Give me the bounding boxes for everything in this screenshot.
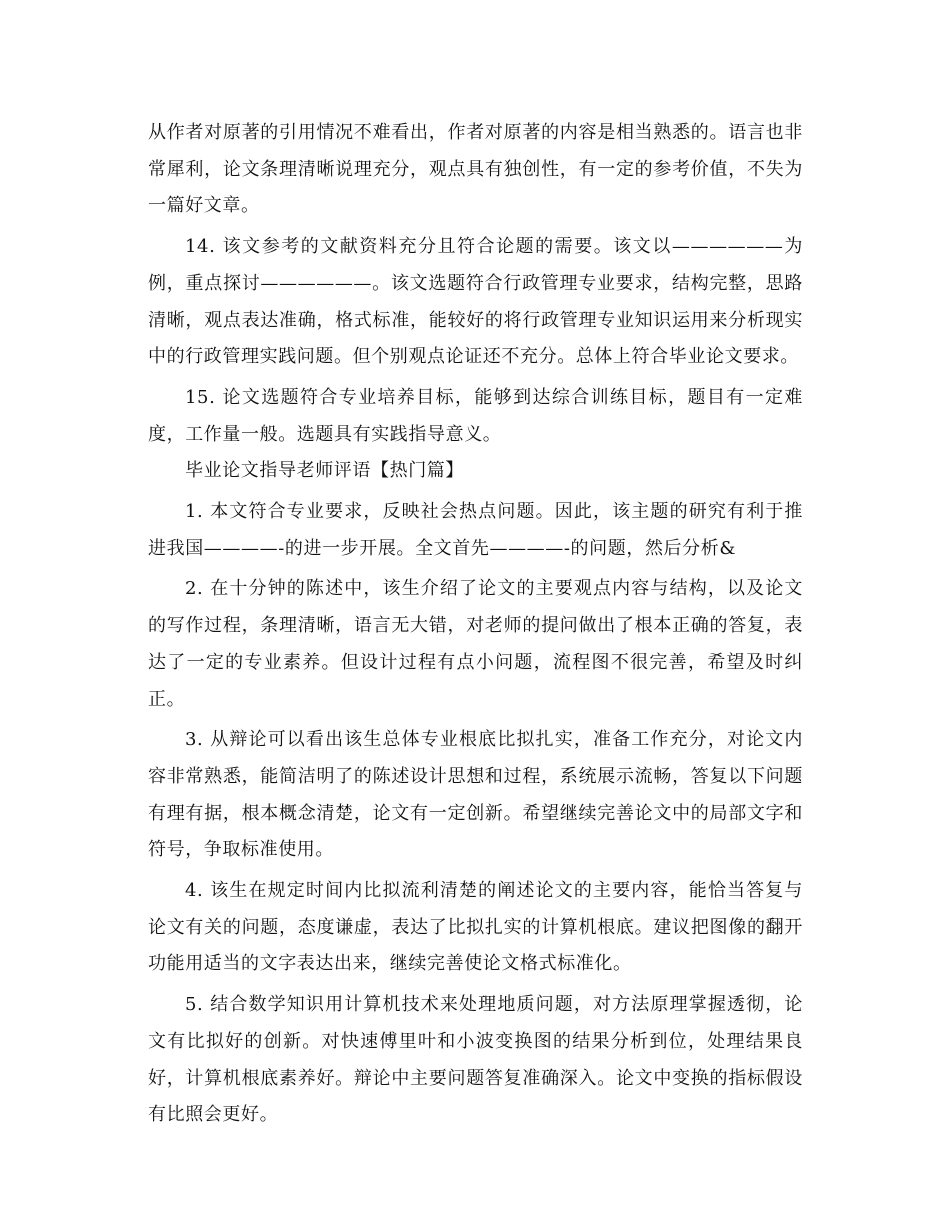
paragraph-item-2: 2. 在十分钟的陈述中，该生介绍了论文的主要观点内容与结构，以及论文的写作过程，条理清晰，语言无大错，对老师的提问做出了根本正确的答复，表达了一定的专业素养。但设计过程有点小问题，流程图不很完善，希望及时纠正。	[148, 578, 803, 710]
paragraph-item-15: 15. 论文选题符合专业培养目标，能够到达综合训练目标，题目有一定难度，工作量一般。选题具有实践指导意义。	[148, 386, 803, 445]
paragraph-item-1: 1. 本文符合专业要求，反映社会热点问题。因此，该主题的研究有利于推进我国————-的进一步开展。全文首先————-的问题，然后分析&	[148, 501, 803, 559]
paragraph-item-14: 14. 该文参考的文献资料充分且符合论题的需要。该文以——————为例，重点探讨——————。该文选题符合行政管理专业要求，结构完整，思路清晰，观点表达准确，格式标准，能较好的将行政管理专业知识运用来分析现实中的行政管理实践问题。但个别观点论证还不充分。总体上符合毕业论文要求。	[148, 236, 803, 368]
section-heading: 毕业论文指导老师评语【热门篇】	[185, 460, 464, 482]
paragraph-item-3: 3. 从辩论可以看出该生总体专业根底比拟扎实，准备工作充分，对论文内容非常熟悉，能简洁明了的陈述设计思想和过程，系统展示流畅，答复以下问题有理有据，根本概念清楚，论文有一定创新。希望继续完善论文中的局部文字和符号，争取标准使用。	[148, 729, 803, 861]
paragraph-continuation: 从作者对原著的引用情况不难看出，作者对原著的内容是相当熟悉的。语言也非常犀利，论文条理清晰说理充分，观点具有独创性，有一定的参考价值，不失为一篇好文章。	[148, 122, 803, 217]
paragraph-item-5: 5. 结合数学知识用计算机技术来处理地质问题，对方法原理掌握透彻，论文有比拟好的创新。对快速傅里叶和小波变换图的结果分析到位，处理结果良好，计算机根底素养好。辩论中主要问题答复准确深入。论文中变换的指标假设有比照会更好。	[148, 994, 803, 1126]
document-body	[148, 115, 803, 1134]
paragraph-item-4: 4. 该生在规定时间内比拟流利清楚的阐述论文的主要内容，能恰当答复与论文有关的问题，态度谦虚，表达了比拟扎实的计算机根底。建议把图像的翻开功能用适当的文字表达出来，继续完善使论文格式标准化。	[148, 880, 803, 975]
